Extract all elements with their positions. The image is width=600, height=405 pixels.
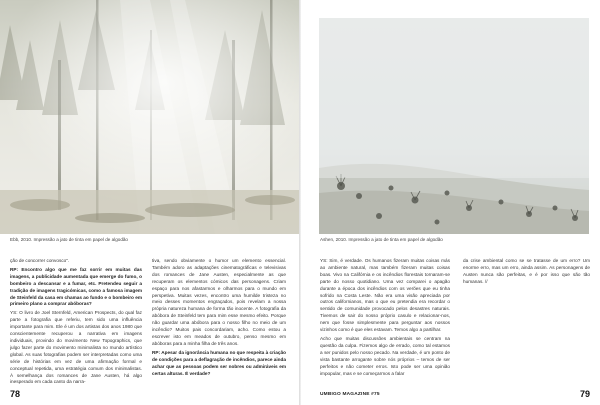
left-page — [0, 0, 299, 405]
text-column-1 — [10, 258, 142, 390]
question-text: Apesar da ignorância humana no que respeita à criação de condições para a deflagração de incêndios, parece ainda achar que as pessoas podem ser nobres ou admiráveis em certas alturas. É verdade? — [152, 349, 286, 376]
forest-smoke-image — [0, 0, 299, 234]
paragraph: Acho que muitas discussões ambientais se centram na questão da culpa. Fizemos algo de errado, como tal estamos a ser punidos pelo nosso pecado. Na verdade, é um ponto de vista bastante arrogante sobre nós próprios – temos de ser perfeitos e não cometer erros. Isto pode ser uma opinião impopular, mas e se começarmos a falar — [320, 335, 450, 376]
question-text: Encontro algo que me faz sorrir em muitas das imagens, a publicidade aumentada que emerge do fumo, o bombeiro a descansar e a fumar, etc. Pretendeu seguir a tradição de imagens tragicómicas, como a famosa imagem de Steinfeld da casa em chamas ao fundo e o bombeiro em primeiro plano a comprar abóboras? — [10, 266, 142, 307]
interviewer-label: RP: — [10, 266, 19, 272]
interview-question — [10, 267, 142, 308]
text-column-2 — [463, 258, 590, 318]
paragraph: da crise ambiental como se se tratasse de um erro? Um enorme erro, mas um erro, ainda assim. As personagens de Austen nunca são perfeitas, e é por isso que são tão humanas. // — [463, 258, 590, 284]
paragraph: YS: Sim, é verdade. Os humanos fizeram muitas coisas más ao ambiente natural, mas também fizeram muitas coisas boas. Vivo na Califórnia e os incêndios florestais tornaram-se parte do nosso quotidiano. Uma vez comparei o apagão durante a época dos incêndios com os verões que eu tinha sofrido na Costa Leste. Não era uma visão apreciada por outros californianos, mas o que eu pretendia era recordar o sentido de comunidade provocado pelos desastres naturais. Tivemos de sair do nosso próprio casulo e relacionar-nos, nem que fosse simplesmente para perguntar aos nossos vizinhos como é que eles estavam. Temos algo a partilhar. — [320, 258, 450, 333]
interviewer-label: RP: — [152, 349, 161, 355]
paragraph: ção de concorrer convosco". — [10, 258, 70, 263]
right-page — [301, 0, 600, 405]
text-column-2 — [152, 258, 286, 390]
paragraph: tiva, sendo obviamente o humor um elemento essencial. Também adoro as adaptações cinematográficas e televisivas dos romances de Jane Austen, especialmente as que recuperam os elementos cómicos das personagens. Criam espaço para nos afastarmos e olharmos para o mundo em perspetiva. Muitas vezes, encontro uma humilde tristeza no meio desses momentos engraçados, pois revelam a nossa própria natureza humana de forma tão inocente. A fotografia da abóbora de Steinfeld tem para mim esse mesmo efeito. Porque não guardar uma abóbora para o nosso filho no meio de um incêndio? Muitos pais concordariam, acho. Como estou a escrever isto em meados de outubro, penso mesmo em abóboras para a minha filha de três anos. — [152, 258, 286, 346]
photo-caption: Ebb, 2010. Impressão a jato de tinta em papel de algodão — [10, 237, 128, 242]
page-number: 78 — [10, 389, 21, 399]
ashen-landscape-photo — [319, 18, 589, 234]
paragraph: YS: O livro de Joel Sternfeld, American Prospects, do qual faz parte a fotografia que referiu, tem sido uma influência importante para mim. Ele é um dos artistas dos anos 1980 que conscientemente recuperou a narrativa em imagens individuais, provindo do movimento New Topographics, que julgo fazer parte do movimento minimalista no mundo artístico global. As suas fotografias podem ser interpretadas como uma série de histórias em vez de uma afirmação formal e conceptual repetida, uma estratégia comum dos minimalistas. À semelhança dos romances de Jane Austen, há algo inesperado em cada canto da narra- — [10, 310, 142, 385]
forest-fire-photo — [0, 0, 299, 234]
interview-question — [152, 350, 286, 378]
photo-caption: Ashen, 2010. Impressão a jato de tinta em papel de algodão — [320, 237, 443, 242]
page-number: 79 — [579, 389, 590, 399]
text-column-1 — [320, 258, 450, 390]
running-footer: UMBIGO MAGAZINE #75 — [320, 392, 380, 397]
foggy-burned-hillside-image — [319, 18, 589, 234]
